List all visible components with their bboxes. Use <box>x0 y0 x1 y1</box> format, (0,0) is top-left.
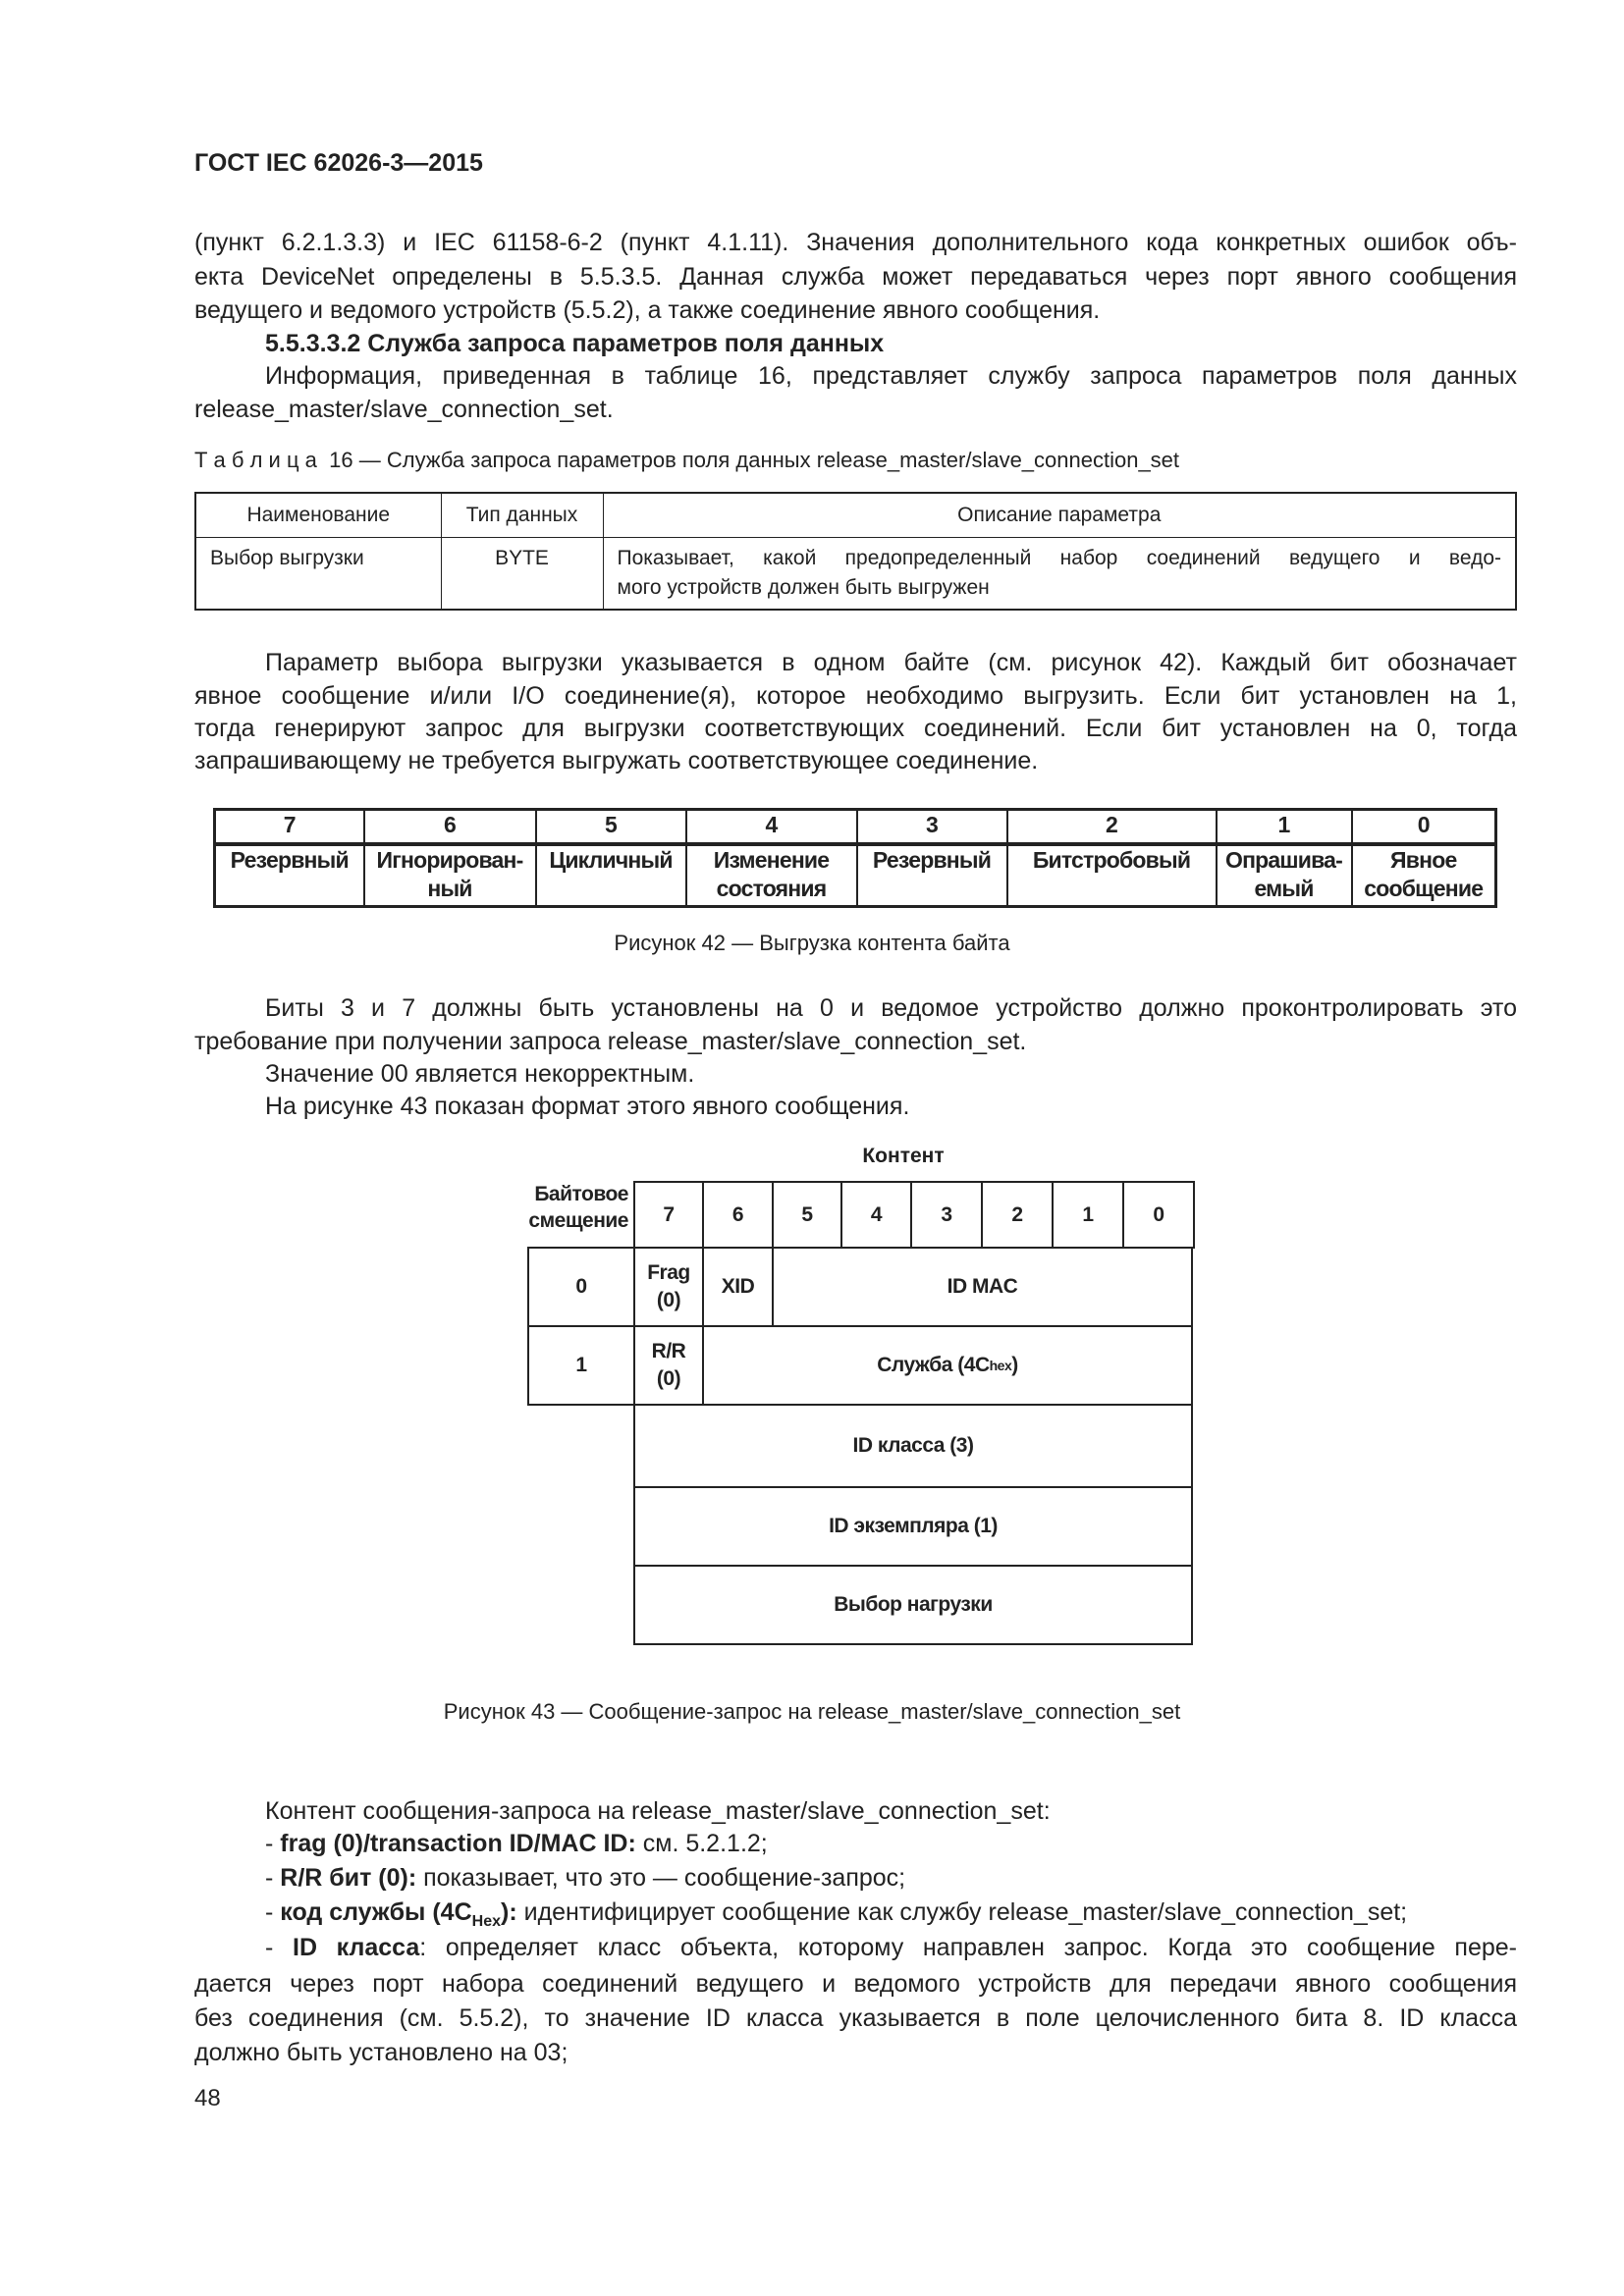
table-16 <box>194 492 1517 611</box>
paragraph-line: явное сообщение и/или I/O соединение(я), которое необходимо выгрузить. Если бит установлен на 1, <box>194 682 1517 710</box>
paragraph-line: ведущего и ведомого устройств (5.5.2), а также соединение явного сообщения. <box>194 296 1101 324</box>
figure-42-caption: Рисунок 42 — Выгрузка контента байта <box>614 931 1010 955</box>
paragraph-line: Параметр выбора выгрузки указывается в одном байте (см. рисунок 42). Каждый бит обозначает <box>265 649 1517 676</box>
bit-header: 1 <box>1052 1181 1124 1249</box>
byte-offset-1: 1 <box>527 1325 635 1406</box>
bit-number: 2 <box>1007 810 1217 845</box>
list-item: - ID класса: определяет класс объекта, которому направлен запрос. Когда это сообщение пере- <box>265 1934 1517 1961</box>
bit-label: Резервный <box>857 844 1007 907</box>
paragraph-line: Контент сообщения-запроса на release_master/slave_connection_set: <box>265 1797 1051 1825</box>
column-header: Описание параметра <box>603 493 1516 538</box>
bit-header: 3 <box>910 1181 983 1249</box>
paragraph-line: без соединения (см. 5.5.2), то значение ID класса указывается в поле целочисленного бита 8. ID класса <box>194 2004 1517 2032</box>
bit-number: 0 <box>1352 810 1496 845</box>
paragraph-line: На рисунке 43 показан формат этого явного сообщения. <box>265 1093 910 1120</box>
table-cell: Выбор выгрузки <box>195 538 441 611</box>
paragraph-line: release_master/slave_connection_set. <box>194 396 614 423</box>
bit-number: 7 <box>215 810 364 845</box>
frag-cell: Frag (0) <box>633 1247 704 1327</box>
bit-label: Явное сообщение <box>1352 844 1496 907</box>
byte-offset-label: Байтовое смещение <box>528 1183 628 1232</box>
table-caption: Т а б л и ц а 16 — Служба запроса параметров поля данных release_master/slave_connection_set <box>194 448 1180 472</box>
list-item: - frag (0)/transaction ID/MAC ID: см. 5.2.1.2; <box>265 1830 768 1857</box>
instance-id-cell: ID экземпляра (1) <box>633 1486 1193 1567</box>
figure-42-byte-table <box>213 808 1497 908</box>
bit-header: 7 <box>633 1181 704 1249</box>
paragraph-line: тогда генерируют запрос для выгрузки соответствующих соединений. Если бит установлен на 0, тогда <box>194 715 1517 742</box>
paragraph-line: Биты 3 и 7 должны быть установлены на 0 и ведомое устройство должно проконтролировать это <box>265 994 1517 1022</box>
bit-label: Резервный <box>215 844 364 907</box>
rr-cell: R/R (0) <box>633 1325 704 1406</box>
bit-label: Цикличный <box>536 844 686 907</box>
bit-number: 4 <box>686 810 857 845</box>
bit-header: 5 <box>772 1181 842 1249</box>
list-item: - R/R бит (0): показывает, что это — сообщение-запрос; <box>265 1864 906 1892</box>
bit-header: 4 <box>840 1181 912 1249</box>
column-header: Наименование <box>195 493 441 538</box>
bit-label: Игнорирован- ный <box>364 844 536 907</box>
mac-id-cell: ID MAC <box>772 1247 1193 1327</box>
bit-number: 5 <box>536 810 686 845</box>
bit-number: 6 <box>364 810 536 845</box>
paragraph-line: должно быть установлено на 03; <box>194 2039 568 2066</box>
table-cell: BYTE <box>441 538 603 611</box>
service-cell: Служба (4C hex ) <box>702 1325 1193 1406</box>
bit-number: 3 <box>857 810 1007 845</box>
paragraph-line: запрашивающему не требуется выгружать соответствующее соединение. <box>194 747 1039 774</box>
column-header: Тип данных <box>441 493 603 538</box>
paragraph-line: екта DeviceNet определены в 5.5.3.5. Данная служба может передаваться через порт явного сообщения <box>194 263 1517 291</box>
paragraph-line: требование при получении запроса release_master/slave_connection_set. <box>194 1028 1027 1055</box>
page-number: 48 <box>194 2085 221 2111</box>
document-header: ГОСТ IEC 62026-3—2015 <box>194 149 483 177</box>
bit-header: 6 <box>702 1181 774 1249</box>
paragraph-line: (пункт 6.2.1.3.3) и IEC 61158-6-2 (пункт 4.1.11). Значения дополнительного кода конкретных ошибок объ- <box>194 229 1517 256</box>
load-select-cell: Выбор нагрузки <box>633 1565 1193 1645</box>
paragraph-line: дается через порт набора соединений ведущего и ведомого устройств для передачи явного сообщения <box>194 1970 1517 1998</box>
bit-label: Изменение состояния <box>686 844 857 907</box>
table-cell: Показывает, какой предопределенный набор соединений ведущего и ведо- мого устройств должен быть выгружен <box>603 538 1516 611</box>
paragraph-line: Значение 00 является некорректным. <box>265 1060 695 1088</box>
bit-header: 2 <box>981 1181 1054 1249</box>
section-heading: 5.5.3.3.2 Служба запроса параметров поля данных <box>265 330 885 357</box>
figure-43-caption: Рисунок 43 — Сообщение-запрос на release_master/slave_connection_set <box>443 1699 1181 1724</box>
bit-label: Битстробовый <box>1007 844 1217 907</box>
bit-number: 1 <box>1217 810 1352 845</box>
list-item: - код службы $(4C_{Hex})$: идентифицирует сообщение как службу release_master/slave_connection_set; <box>265 1898 1408 1930</box>
bit-label: Опрашива- емый <box>1217 844 1352 907</box>
class-id-cell: ID класса (3) <box>633 1404 1193 1488</box>
bit-header: 0 <box>1122 1181 1195 1249</box>
content-label: Контент <box>862 1145 945 1167</box>
paragraph-line: Информация, приведенная в таблице 16, представляет службу запроса параметров поля данных <box>265 362 1517 390</box>
xid-cell: XID <box>702 1247 774 1327</box>
byte-offset-0: 0 <box>527 1247 635 1327</box>
